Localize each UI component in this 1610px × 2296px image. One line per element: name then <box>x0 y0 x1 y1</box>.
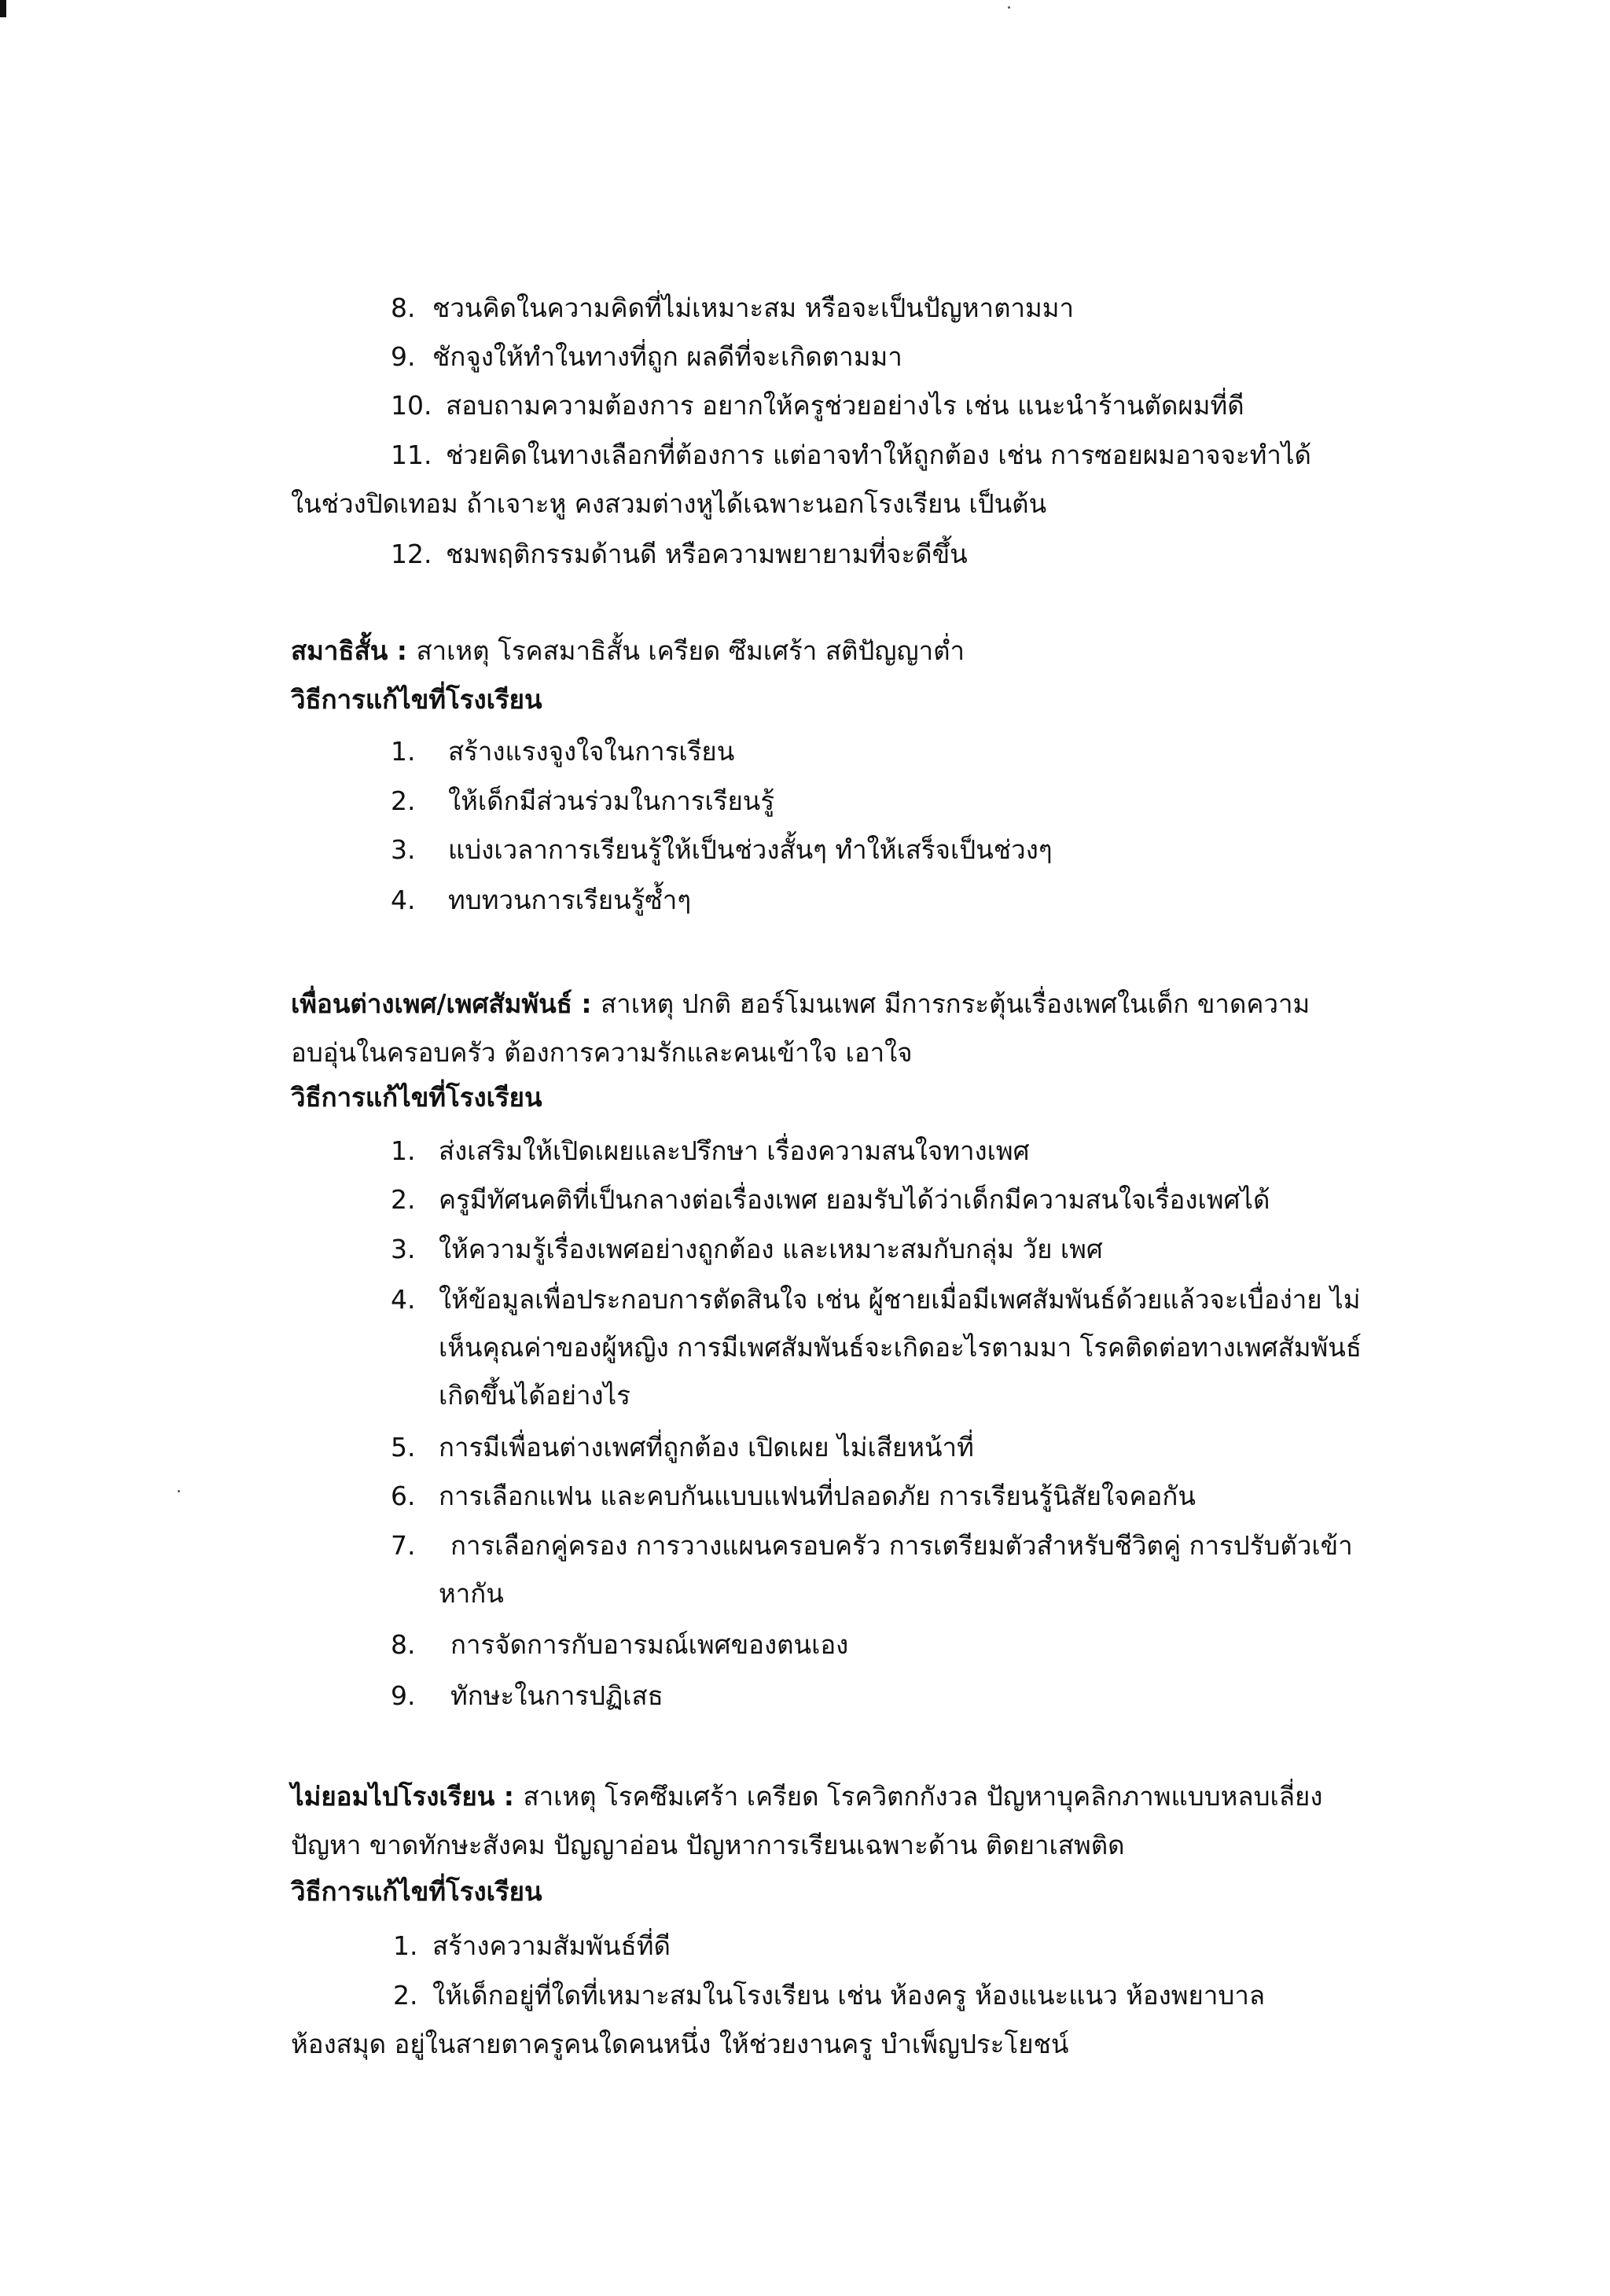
list-item-number: 1. <box>391 1135 416 1166</box>
list-item-text: ช่วยคิดในทางเลือกที่ต้องการ แต่อาจทำให้ถูกต้อง เช่น การซอยผมอาจจะทำได้ <box>446 440 1311 470</box>
solution-heading: วิธีการแก้ไขที่โรงเรียน <box>291 684 542 715</box>
list-item-text: ห้องสมุด อยู่ในสายตาครูคนใดคนหนึ่ง ให้ช่วยงานครู บำเพ็ญประโยชน์ <box>291 2029 1069 2059</box>
section-separator: : <box>494 1781 524 1812</box>
list-item-text: การมีเพื่อนต่างเพศที่ถูกต้อง เปิดเผย ไม่เสียหน้าที่ <box>439 1432 974 1463</box>
list-item-number: 6. <box>391 1481 416 1511</box>
list-item-text: ชมพฤติกรรมด้านดี หรือความพยายามที่จะดีขึ้น <box>446 539 968 569</box>
list-item-number: 10. <box>391 390 432 421</box>
list-item-number: 2. <box>391 786 416 816</box>
list-item-number: 3. <box>391 834 416 865</box>
section-cause: สาเหตุ โรคซึมเศร้า เครียด โรควิตกกังวล ปัญหาบุคลิกภาพแบบหลบเลี่ยง <box>523 1781 1323 1812</box>
list-item-text: ทบทวนการเรียนรู้ซ้ำๆ <box>448 885 692 915</box>
list-item-number: 4. <box>391 885 416 915</box>
list-item-text: ส่งเสริมให้เปิดเผยและปรึกษา เรื่องความสนใจทางเพศ <box>439 1135 1030 1166</box>
list-item-text: สร้างความสัมพันธ์ที่ดี <box>432 1930 671 1961</box>
list-item-number: 5. <box>391 1432 416 1463</box>
list-item-text: ครูมีทัศนคติที่เป็นกลางต่อเรื่องเพศ ยอมรับได้ว่าเด็กมีความสนใจเรื่องเพศได้ <box>439 1184 1270 1215</box>
list-item-text: ให้ข้อมูลเพื่อประกอบการตัดสินใจ เช่น ผู้ชายเมื่อมีเพศสัมพันธ์ด้วยแล้วจะเบื่อง่าย ไม่ <box>439 1284 1361 1315</box>
section-cause-continued: ปัญหา ขาดทักษะสังคม ปัญญาอ่อน ปัญหาการเรียนเฉพาะด้าน ติดยาเสพติด <box>291 1830 1125 1860</box>
list-item-number: 2. <box>393 1980 418 2011</box>
list-item-text: ให้เด็กมีส่วนร่วมในการเรียนรู้ <box>448 786 775 816</box>
section-title: สมาธิสั้น <box>291 635 388 666</box>
scan-speck <box>1008 6 1010 9</box>
list-item-number: 1. <box>391 736 416 767</box>
section-heading-line <box>291 633 965 669</box>
solution-heading: วิธีการแก้ไขที่โรงเรียน <box>291 1082 542 1113</box>
list-item-text: การเลือกแฟน และคบกันแบบแฟนที่ปลอดภัย การเรียนรู้นิสัยใจคอกัน <box>439 1481 1196 1511</box>
list-item-text: ให้เด็กอยู่ที่ใดที่เหมาะสมในโรงเรียน เช่น ห้องครู ห้องแนะแนว ห้องพยาบาล <box>432 1980 1266 2011</box>
scan-corner-mark <box>0 0 6 17</box>
list-item-number: 11. <box>391 440 432 470</box>
list-item-number: 1. <box>393 1930 418 1961</box>
list-item-text: การจัดการกับอารมณ์เพศของตนเอง <box>450 1629 849 1660</box>
list-item-text: สอบถามความต้องการ อยากให้ครูช่วยอย่างไร เช่น แนะนำร้านตัดผมที่ดี <box>446 390 1244 421</box>
scan-speck <box>178 1490 180 1492</box>
list-item-number: 8. <box>391 293 416 323</box>
list-item-number: 8. <box>391 1629 416 1660</box>
list-item-text: สร้างแรงจูงใจในการเรียน <box>448 736 735 767</box>
list-item-number: 3. <box>391 1234 416 1264</box>
section-title: ไม่ยอมไปโรงเรียน <box>291 1781 495 1812</box>
list-item-number: 9. <box>391 1680 416 1711</box>
section-cause: สาเหตุ ปกติ ฮอร์โมนเพศ มีการกระตุ้นเรื่องเพศในเด็ก ขาดความ <box>601 988 1310 1019</box>
section-heading-line <box>291 1779 1323 1815</box>
list-item-text: ให้ความรู้เรื่องเพศอย่างถูกต้อง และเหมาะสมกับกลุ่ม วัย เพศ <box>439 1234 1103 1264</box>
list-item-text: การเลือกคู่ครอง การวางแผนครอบครัว การเตรียมตัวสำหรับชีวิตคู่ การปรับตัวเข้า <box>450 1530 1353 1561</box>
list-item-text: ชวนคิดในความคิดที่ไม่เหมาะสม หรือจะเป็นปัญหาตามมา <box>432 293 1075 323</box>
section-cause: สาเหตุ โรคสมาธิสั้น เครียด ซึมเศร้า สติปัญญาต่ำ <box>416 635 965 666</box>
section-separator: : <box>572 988 601 1019</box>
list-item-text: เกิดขึ้นได้อย่างไร <box>439 1380 630 1411</box>
list-item-text: หากัน <box>439 1578 504 1609</box>
list-item-number: 12. <box>391 539 432 569</box>
list-item-text: ชักจูงให้ทำในทางที่ถูก ผลดีที่จะเกิดตามมา <box>432 341 902 372</box>
list-item-text: เห็นคุณค่าของผู้หญิง การมีเพศสัมพันธ์จะเกิดอะไรตามมา โรคติดต่อทางเพศสัมพันธ์ <box>439 1332 1362 1363</box>
list-item-number: 2. <box>391 1184 416 1215</box>
section-cause-continued: อบอุ่นในครอบครัว ต้องการความรักและคนเข้าใจ เอาใจ <box>291 1037 913 1068</box>
list-item-number: 4. <box>391 1284 416 1315</box>
section-separator: : <box>388 635 417 666</box>
section-heading-line <box>291 986 1310 1022</box>
section-title: เพื่อนต่างเพศ/เพศสัมพันธ์ <box>291 988 572 1019</box>
list-item-text: ทักษะในการปฏิเสธ <box>450 1680 663 1711</box>
list-item-number: 9. <box>391 341 416 372</box>
list-item-text: ในช่วงปิดเทอม ถ้าเจาะหู คงสวมต่างหูได้เฉพาะนอกโรงเรียน เป็นต้น <box>291 488 1047 519</box>
solution-heading: วิธีการแก้ไขที่โรงเรียน <box>291 1876 542 1907</box>
list-item-text: แบ่งเวลาการเรียนรู้ให้เป็นช่วงสั้นๆ ทำให้เสร็จเป็นช่วงๆ <box>448 834 1053 865</box>
list-item-number: 7. <box>391 1530 416 1561</box>
